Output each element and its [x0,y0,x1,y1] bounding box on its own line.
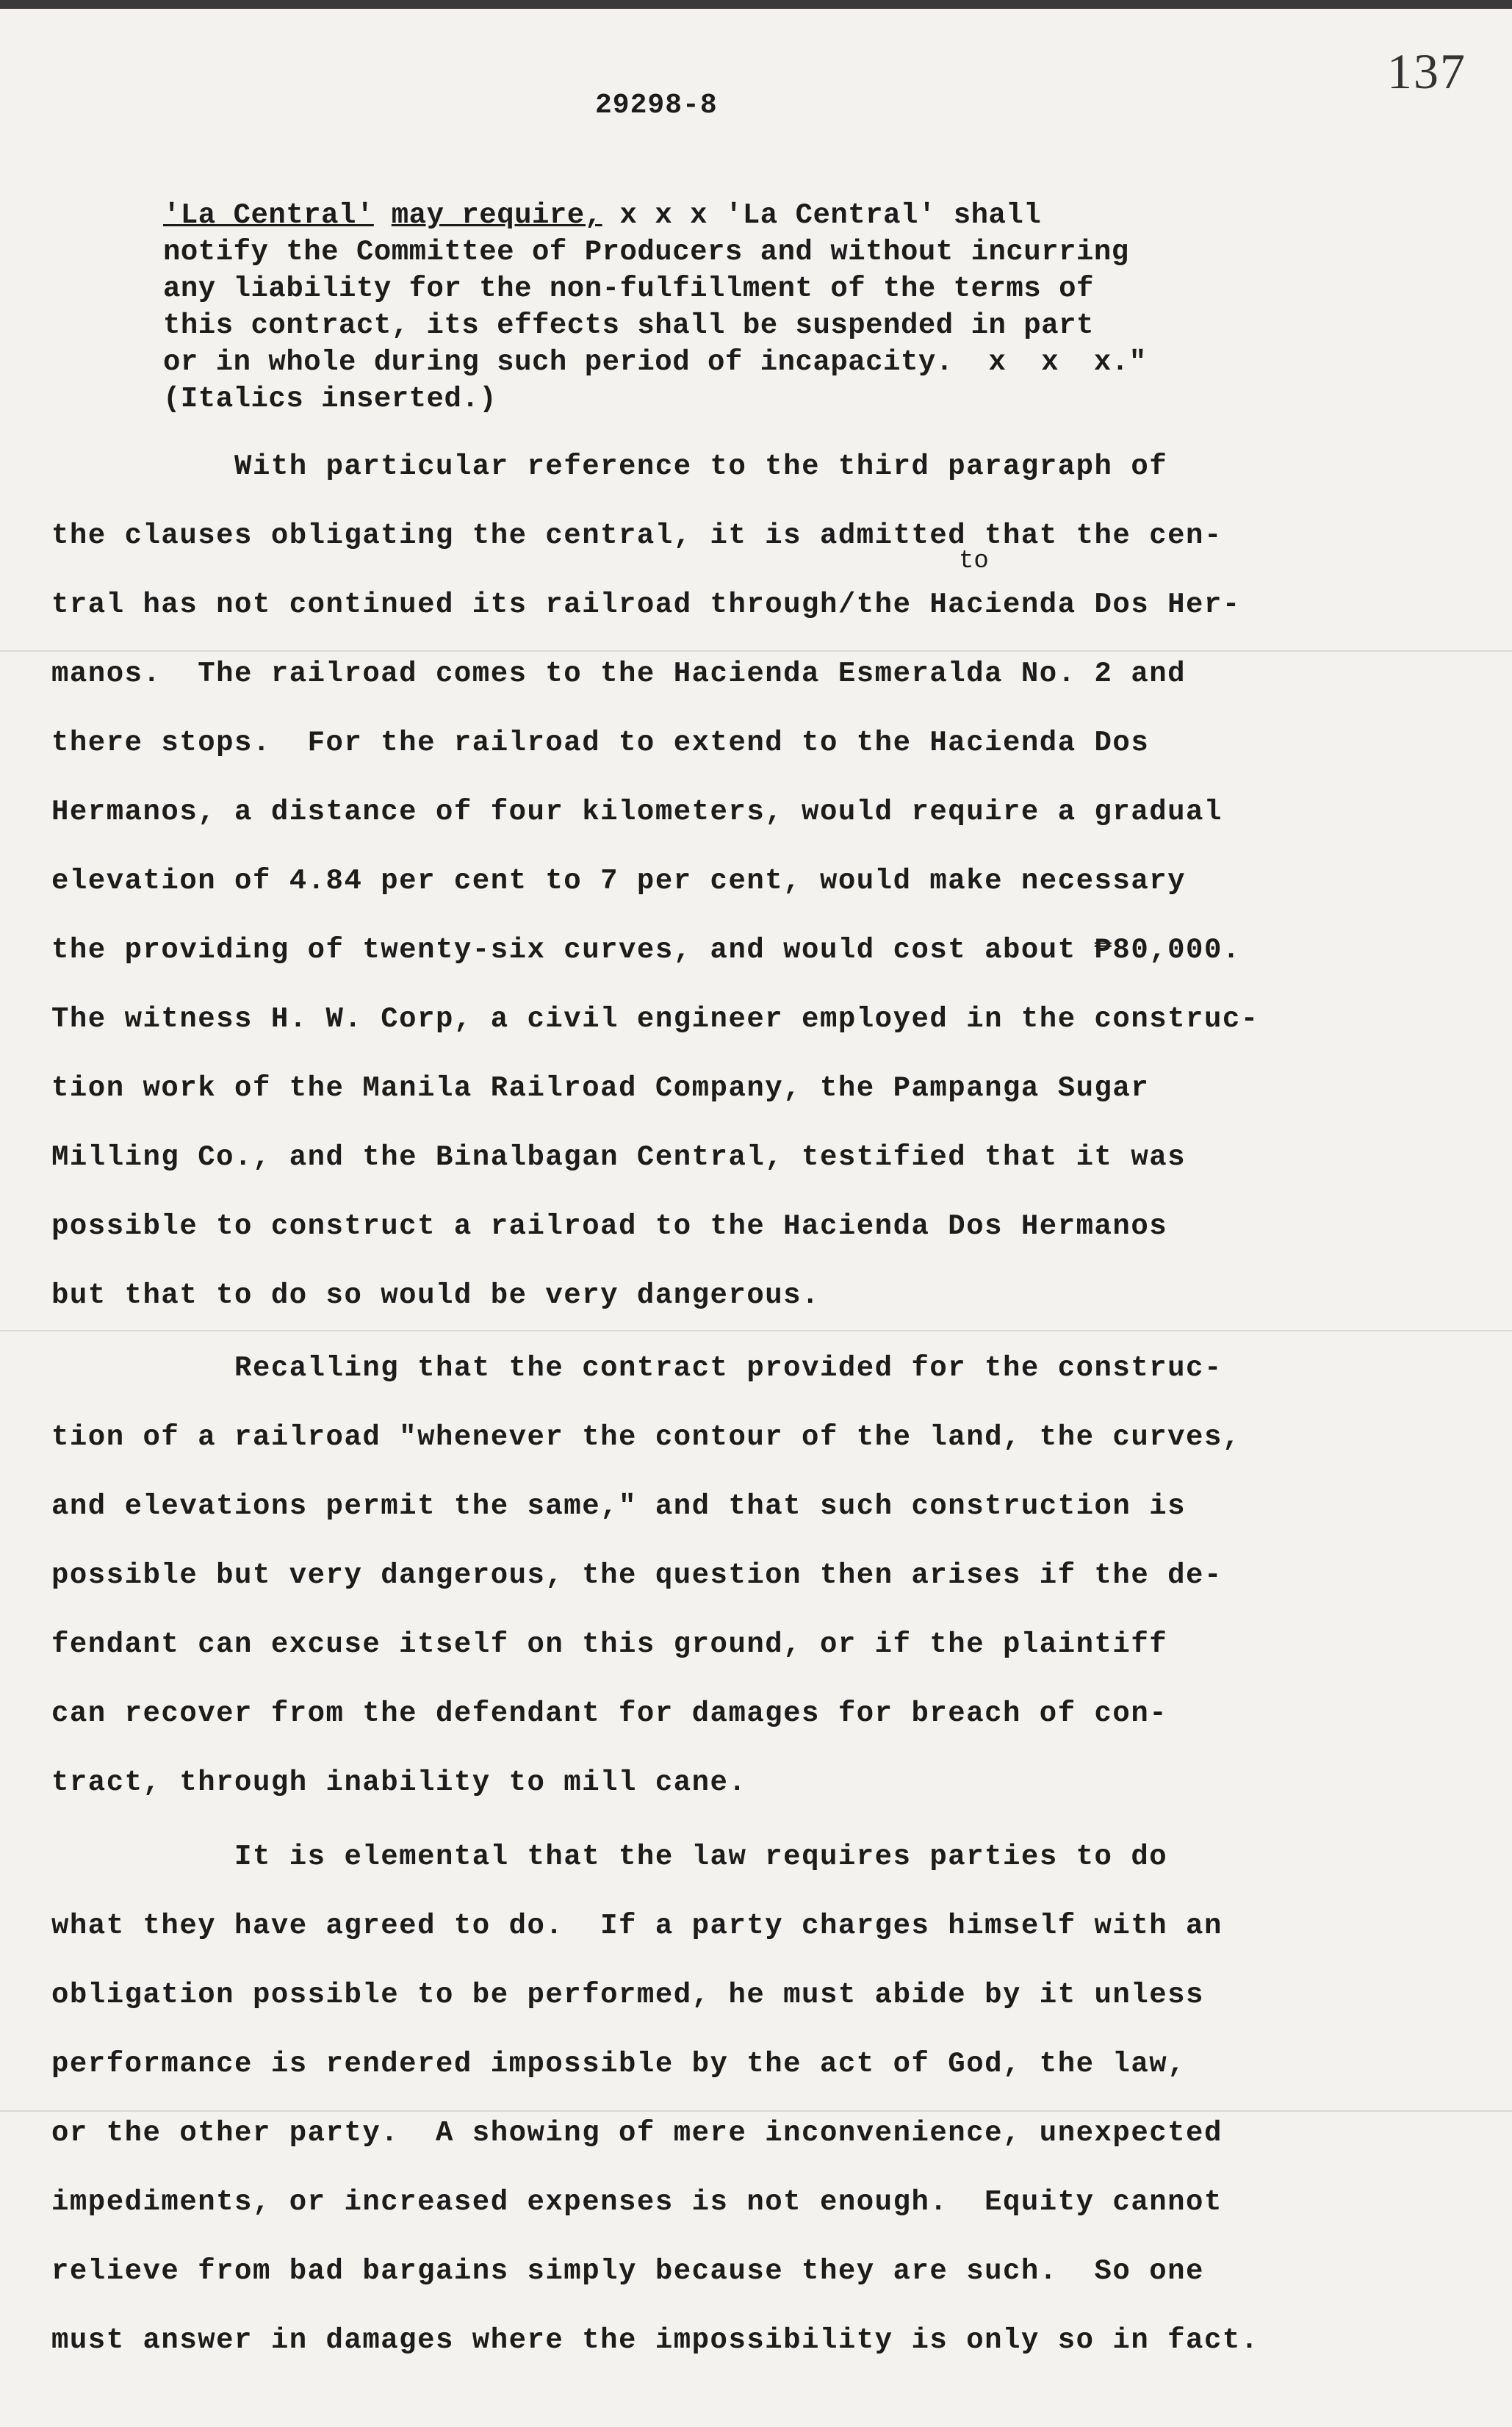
document-number: 29298-8 [595,90,718,121]
quoted-contract-clause [163,197,1324,417]
paragraph-law-principle: It is elemental that the law requires parties to do what they have agreed to do. If a party charges himself with an obligation possible to be performed, he must abide by it unless performance is rendered impossible by the act of God, the law, or the other party. A showing of mere inconvenience, unexpected impediments, or increased expenses is not enough. Equity cannot relieve from bad bargains simply because they are such. So one must answer in damages where the impossibility is only so in fact. [51,1841,1259,2356]
quote-first-line-rest: x x x 'La Central' shall [602,199,1042,231]
quote-underlined-term: 'La Central' [163,199,374,231]
quote-underlined-phrase: may require, [391,199,602,231]
handwritten-insertion: to [959,547,989,575]
scan-top-edge [0,0,1512,9]
quote-body: notify the Committee of Producers and without incurring any liability for the non-fulfillment of the terms of this contract, its effects shall be suspended in part or in whole during such period of incapacity. x x x." (Italics inserted.) [163,236,1147,415]
paragraph-contract-question: Recalling that the contract provided for the construc- tion of a railroad "whenever the contour of the land, the curves, and elevations permit the same," and that such construction is possible but very dangerous, the question then arises if the de- fendant can excuse itself on this ground, or if the plaintiff can recover from the defendant for damages for breach of con- tract, through inability to mill cane. [51,1352,1241,1799]
page-number: 137 [1387,43,1466,99]
scan-fold-line [0,1330,1512,1331]
paragraph-railroad-facts: With particular reference to the third paragraph of the clauses obligating the central, it is admitted that the cen- tral has not continued its railroad through/the Hacienda Dos Her- manos. The railroad comes to the Hacienda Esmeralda No. 2 and there stops. For the railroad to extend to the Hacienda Dos Hermanos, a distance of four kilometers, would require a gradual elevation of 4.84 per cent to 7 per cent, would make necessary the providing of twenty-six curves, and would cost about ₱80,000. The witness H. W. Corp, a civil engineer employed in the construc- tion work of the Manila Railroad Company, the Pampanga Sugar Milling Co., and the Binalbagan Central, testified that it was possible to construct a railroad to the Hacienda Dos Hermanos but that to do so would be very dangerous. [51,450,1259,1312]
